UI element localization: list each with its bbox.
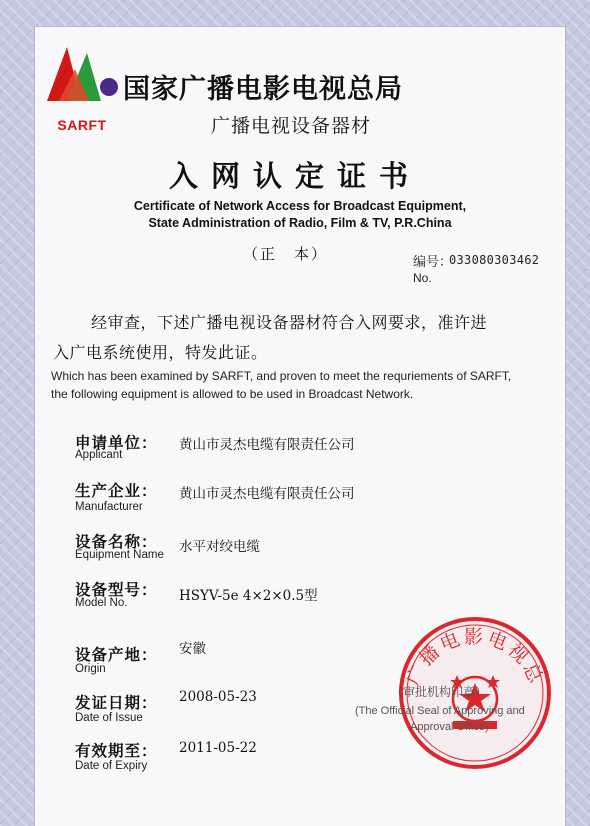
seal-caption-en-line2: Approval Office) xyxy=(410,721,489,733)
applicant-label: 申请单位： xyxy=(75,434,158,452)
expiry-date-label-en: Date of Expiry xyxy=(75,760,148,772)
issue-date-label: 发证日期： xyxy=(75,694,158,712)
origin-label: 设备产地： xyxy=(75,646,158,664)
manufacturer-label-en: Manufacturer xyxy=(75,501,143,513)
manufacturer-label: 生产企业： xyxy=(75,482,158,500)
seal-caption-en-line1: (The Official Seal of Approving and xyxy=(355,705,525,717)
seal-caption-zh: （审批机构印章） xyxy=(391,685,488,699)
equipment-name-label: 设备名称： xyxy=(75,533,158,551)
equipment-name-value: 水平对绞电缆 xyxy=(179,539,260,555)
origin-value: 安徽 xyxy=(179,641,206,657)
statement-en-line1: Which has been examined by SARFT, and proven to meet the requriements of SARFT, xyxy=(51,369,512,383)
sub-title: 广播电视设备器材 xyxy=(211,115,372,137)
equipment-name-label-en: Equipment Name xyxy=(75,549,164,561)
org-title: 国家广播电影电视总局 xyxy=(123,74,403,105)
origin-label-en: Origin xyxy=(75,663,106,675)
manufacturer-value: 黄山市灵杰电缆有限责任公司 xyxy=(179,486,355,502)
seal-ring-text: 广播电影电视总 xyxy=(402,626,548,689)
expiry-date-label: 有效期至： xyxy=(75,742,158,760)
statement-zh-line1: 经审查，下述广播电视设备器材符合入网要求，准许进 xyxy=(91,313,488,332)
certificate-body xyxy=(34,26,566,826)
statement-zh-line2: 入广电系统使用，特发此证。 xyxy=(53,343,268,362)
model-no-label: 设备型号： xyxy=(75,581,158,599)
cert-number-value: 033080303462 xyxy=(449,253,540,267)
cert-number-label: 编号： xyxy=(413,255,453,270)
cert-number-label-en: No. xyxy=(413,271,432,285)
applicant-label-en: Applicant xyxy=(75,449,123,461)
expiry-date-value: 2011-05-22 xyxy=(179,740,257,756)
statement-en-line2: the following equipment is allowed to be used in Broadcast Network. xyxy=(51,387,414,401)
logo-text: SARFT xyxy=(57,117,107,133)
issue-date-label-en: Date of Issue xyxy=(75,712,143,724)
english-title-line1: Certificate of Network Access for Broadcast Equipment, xyxy=(133,199,467,213)
english-title-line2: State Administration of Radio, Film & TV, P.R.China xyxy=(148,216,452,230)
page-title: 入网认定证书 xyxy=(169,159,422,193)
model-no-label-en: Model No. xyxy=(75,597,128,609)
copy-type: （正 本） xyxy=(243,245,329,263)
issue-date-value: 2008-05-23 xyxy=(179,689,257,705)
model-no-value: HSYV-5e 4×2×0.5型 xyxy=(179,588,318,604)
sarft-logo-icon xyxy=(45,39,120,119)
applicant-value: 黄山市灵杰电缆有限责任公司 xyxy=(179,437,355,453)
